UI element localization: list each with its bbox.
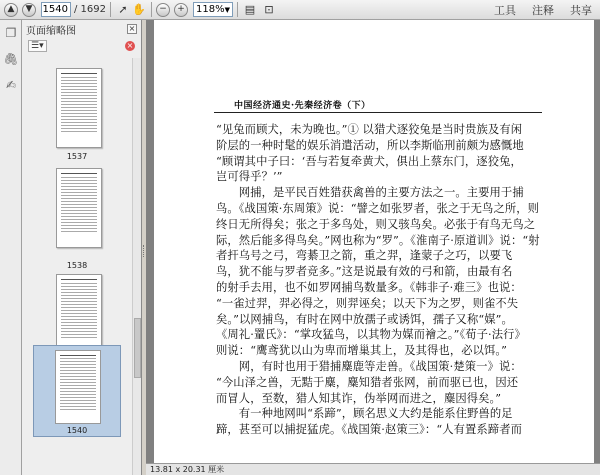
zoom-value: 118% <box>196 4 225 15</box>
delete-page-icon[interactable]: × <box>126 41 134 50</box>
separator <box>151 2 152 17</box>
fit-page-icon[interactable]: ▤ <box>244 3 256 16</box>
text-line: “顾谓其中子曰：‘吾与若复牵黄犬，俱出上蔡东门，逐狡兔， <box>216 154 522 168</box>
page-number-input[interactable] <box>41 2 71 17</box>
text-line: 而冒人，至数，猎人知其诈，伪举网而进之，麋因得矣。” <box>216 391 502 405</box>
text-line: 有一种地网叫“系蹄”，顾名思义大约是能系住野兽的足 <box>216 407 513 421</box>
page-thumbnails-icon[interactable]: ❐ <box>5 26 17 40</box>
running-head: 中国经济通史·先秦经济卷（下） <box>234 101 371 111</box>
share-menu[interactable]: 共享 <box>570 4 592 17</box>
text-line: 网，有时也用于猎捕麋鹿等走兽。《战国策·楚策一》说： <box>216 359 522 373</box>
text-line: 岂可得乎？’” <box>216 170 283 184</box>
chevron-down-icon: ▼ <box>224 5 230 14</box>
text-line: 则说：“鹰鸢犹以山为卑而增巢其上，及其得也，必以饵。” <box>216 344 508 358</box>
attachments-icon[interactable]: 🖇 <box>3 52 19 66</box>
toolbar <box>0 0 600 20</box>
navigation-rail <box>0 20 22 475</box>
previous-page-button[interactable]: ▲ <box>4 3 18 17</box>
zoom-select[interactable] <box>193 2 233 17</box>
text-line: “见兔而顾犬，未为晚也。”① 以猎犬逐狡兔是当时贵族及有闲 <box>216 123 523 136</box>
zoom-out-button[interactable]: − <box>156 3 170 17</box>
separator <box>237 2 238 17</box>
thumbnail-page[interactable] <box>56 274 102 354</box>
options-button[interactable]: ☰▾ <box>28 40 47 52</box>
page-size-readout: 13.81 x 20.31 厘米 <box>150 465 225 474</box>
thumbnail-selected[interactable] <box>33 345 121 437</box>
page-total: / 1692 <box>74 4 106 15</box>
text-line: “今山泽之兽，无黠于麋，麋知猎者张网，前而驱已也，因还 <box>216 375 519 389</box>
thumbnail-page[interactable] <box>56 168 102 248</box>
thumbnail-label: 1537 <box>66 152 88 161</box>
hand-tool-icon[interactable]: ✋ <box>132 3 146 16</box>
page-body <box>216 122 544 438</box>
panel-header <box>22 20 141 38</box>
header-rule <box>214 112 542 113</box>
text-line: 鸟，犹不能与罗者竞多。”这是说最有效的弓和箭，由最有名 <box>216 265 513 279</box>
tools-menu[interactable]: 工具 <box>494 4 516 17</box>
signatures-icon[interactable]: ✍ <box>5 78 17 92</box>
text-line: 《周礼·罿氏》：“掌攻猛鸟，以其物为媒而襘之。”《荀子·法行》 <box>216 328 526 342</box>
close-panel-button[interactable]: × <box>128 24 136 33</box>
text-line: 的射手去用，也不如罗网捕鸟数量多。《韩非子·难三》也说： <box>216 280 522 294</box>
scrollbar-thumb[interactable] <box>134 318 141 378</box>
thumbnail-page[interactable] <box>56 68 102 148</box>
grip-icon <box>143 245 145 257</box>
text-line: 者扞乌号之弓，弯綦卫之箭，重之羿，逢蒙子之巧，以要飞 <box>216 249 513 263</box>
thumbnail-panel <box>22 20 142 475</box>
text-line: 网捕，是平民百姓猎获禽兽的主要方法之一。主要用于捕 <box>216 186 524 200</box>
panel-title: 页面缩略图 <box>26 25 76 37</box>
comment-menu[interactable]: 注释 <box>532 4 554 17</box>
next-page-button[interactable]: ▼ <box>22 3 36 17</box>
text-line: 蹄，甚至可以捕捉猛虎。《战国策·赵策三》：“人有置系蹄者而 <box>216 423 522 437</box>
text-line: 矣。”以网捕鸟，有时在网中放孺子或诱饵，孺子又称“媒”。 <box>216 312 513 326</box>
thumbnail-scrollbar[interactable] <box>132 58 141 475</box>
text-line: 鸟。《战国策·东周策》说：“譬之如张罗者，张之于无鸟之所，则 <box>216 201 540 215</box>
zoom-in-button[interactable]: + <box>174 3 188 17</box>
text-line: 阶层的一种时髦的娱乐消遣活动，所以李斯临刑前颇为感慨地 <box>216 138 524 152</box>
document-view[interactable] <box>146 20 600 463</box>
thumbnail-label: 1538 <box>66 261 88 270</box>
select-tool-icon[interactable]: ➚ <box>118 3 128 16</box>
separator <box>110 2 111 17</box>
fit-width-icon[interactable]: ⊡ <box>264 3 274 16</box>
panel-toolbar <box>22 38 141 54</box>
document-page <box>154 20 594 463</box>
text-line: 际，然后能多得鸟矣。”网也称为“罗”。《淮南子·原道训》说：“射 <box>216 233 540 247</box>
text-line: “一雀过羿，羿必得之，则羿诬矣；以天下为之罗，则雀不失 <box>216 296 519 310</box>
thumbnail-label: 1540 <box>66 426 88 435</box>
status-bar <box>146 463 600 475</box>
text-line: 终日无所得矣；张之于多鸟处，则又骇鸟矣。必张于有鸟无鸟之 <box>216 217 536 231</box>
